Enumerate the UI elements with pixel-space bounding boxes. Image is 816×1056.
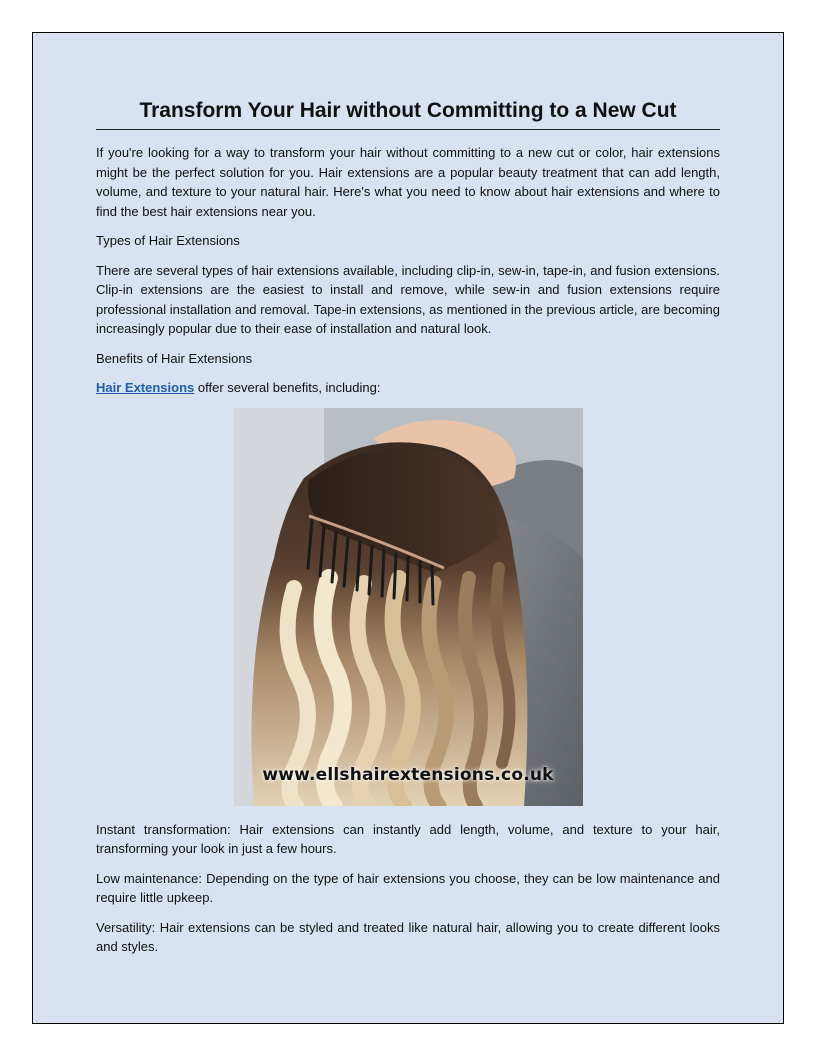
types-heading: Types of Hair Extensions (96, 233, 240, 248)
hair-photo-illustration (234, 408, 583, 806)
page-title: Transform Your Hair without Committing to a New Cut (96, 96, 720, 130)
benefits-lead-text: offer several benefits, including: (194, 380, 381, 395)
benefit-versatility: Versatility: Hair extensions can be styled and treated like natural hair, allowing you to create different looks and styles. (96, 919, 720, 954)
hair-extensions-photo (234, 408, 583, 806)
benefits-lead (96, 378, 720, 398)
types-paragraph: There are several types of hair extensions available, including clip-in, sew-in, tape-in, and fusion extensions. Clip-in extensions are the easiest to install and remove, while sew-in and fusion extensions require professional installation and removal. Tape-in extensions, as mentioned in the previous article, are becoming increasingly popular due to their ease of installation and natural look. (96, 262, 720, 336)
benefit-low-maintenance: Low maintenance: Depending on the type of hair extensions you choose, they can be low maintenance and require little upkeep. (96, 870, 720, 905)
document-body (96, 96, 720, 957)
image-watermark: www.ellshairextensions.co.uk (262, 765, 554, 785)
intro-paragraph: If you're looking for a way to transform your hair without committing to a new cut or color, hair extensions might be the perfect solution for you. Hair extensions are a popular beauty treatment that can add length, volume, and texture to your natural hair. Here's what you need to know about hair extensions and where to find the best hair extensions near you. (96, 145, 720, 219)
benefits-heading: Benefits of Hair Extensions (96, 350, 253, 366)
hair-extensions-link[interactable]: Hair Extensions (96, 380, 195, 395)
benefit-instant: Instant transformation: Hair extensions can instantly add length, volume, and texture to your hair, transforming your look in just a few hours. (96, 821, 720, 856)
